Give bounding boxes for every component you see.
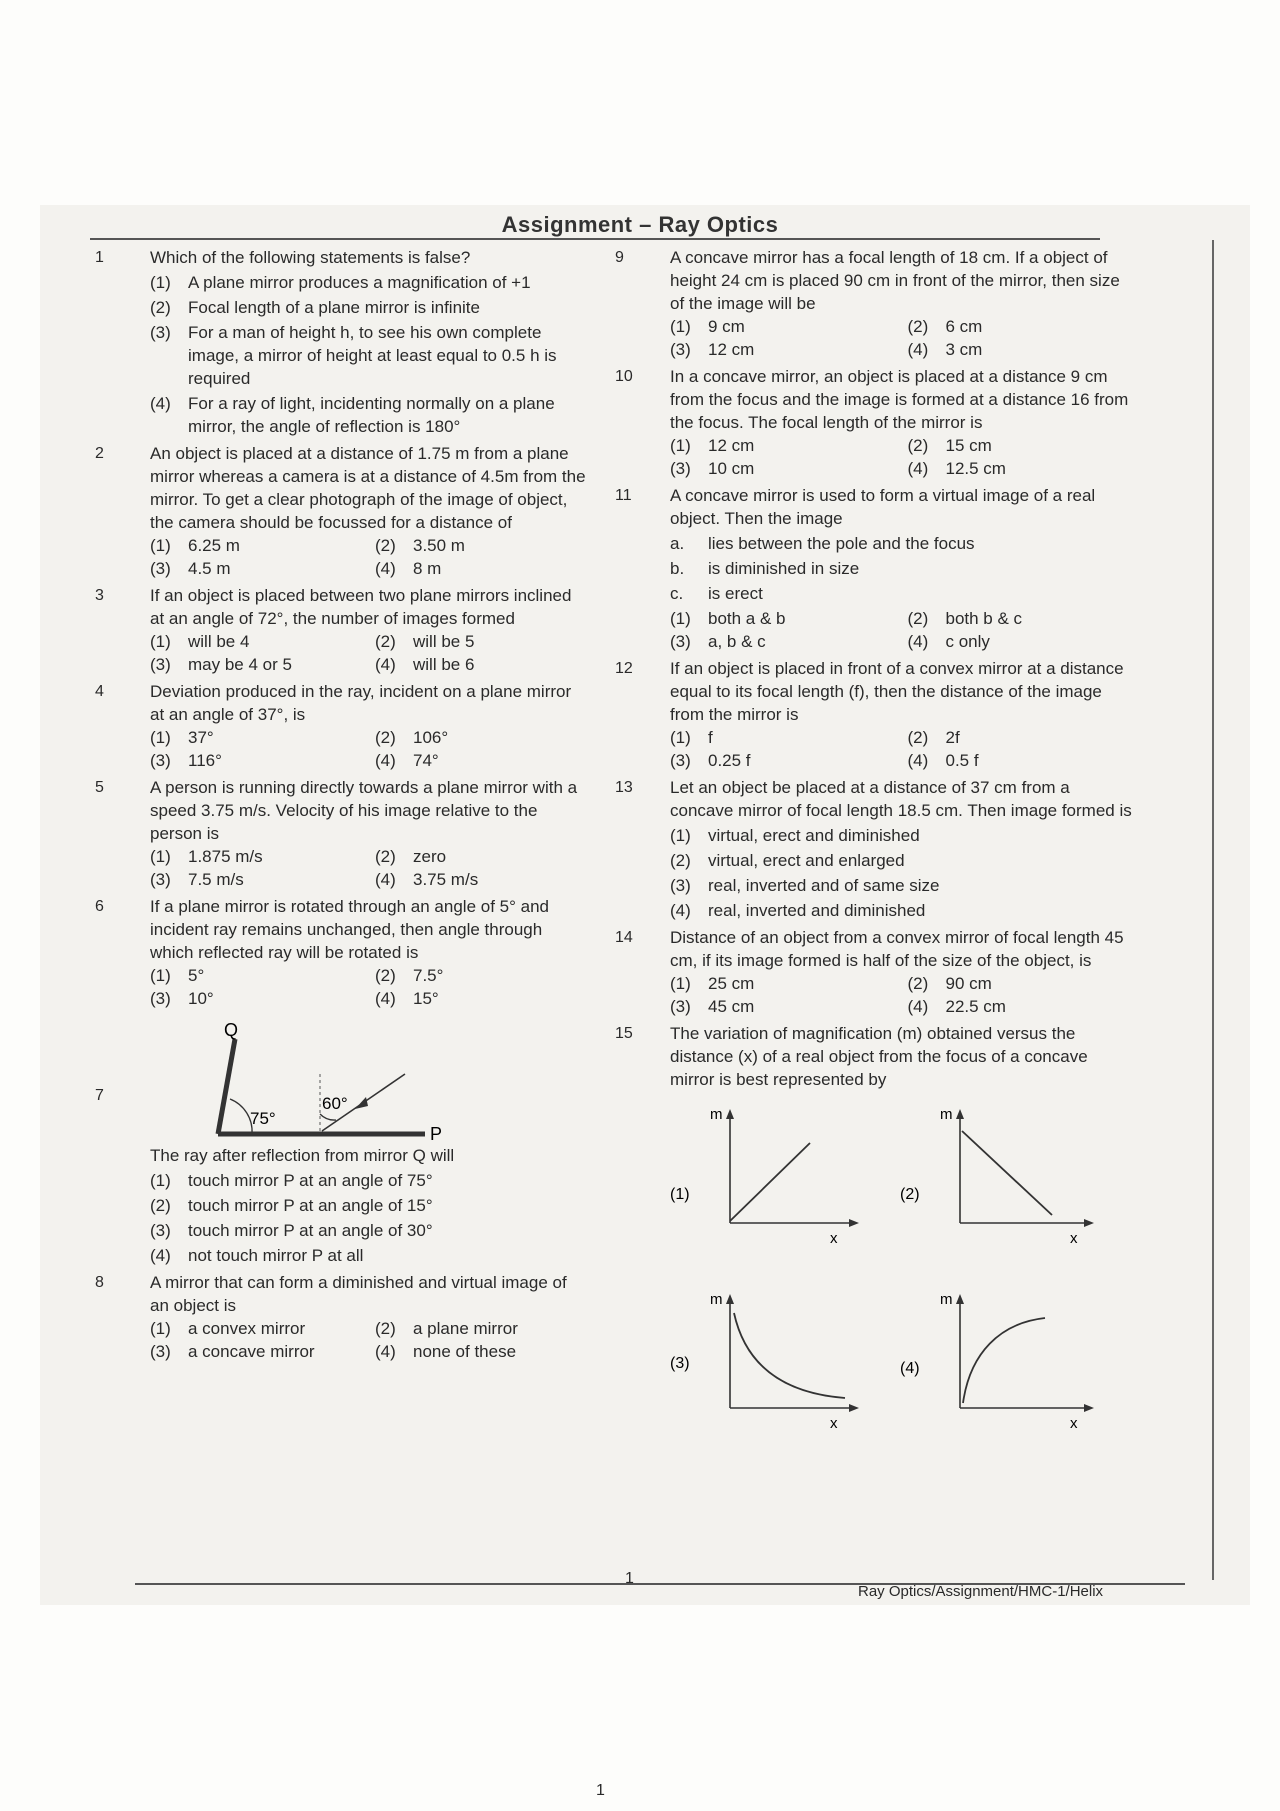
question-text: An object is placed at a distance of 1.75 m from a plane mirror whereas a camera is at a distance of 4.5m from the mirror. To get a clear photograph of the image of object, the camera should be focussed for a distance of [150, 444, 586, 532]
option-4: (4) 3.75 m/s [375, 870, 479, 889]
option-1: (1) 9 cm [670, 317, 745, 336]
option-4: (4) 15° [375, 989, 439, 1008]
svg-text:(2): (2) [900, 1186, 920, 1203]
mirror-q-label: Q [224, 1020, 239, 1040]
option-4: (4) 3 cm [907, 340, 983, 359]
option-4: (4) none of these [375, 1342, 517, 1361]
mirror-p-label: P [430, 1124, 443, 1144]
sub-statement-b: b. is diminished in size [670, 559, 860, 578]
option-1: (1) virtual, erect and diminished [670, 826, 920, 845]
svg-text:m: m [710, 1106, 723, 1123]
question-5 [95, 776, 590, 891]
question-text: A mirror that can form a diminished and virtual image of an object is [150, 1273, 567, 1315]
question-number: 2 [95, 445, 104, 462]
svg-text:m: m [710, 1291, 723, 1308]
option-3: (3) a, b & c [670, 632, 766, 651]
question-text: The ray after reflection from mirror Q will [150, 1146, 455, 1165]
left-column [95, 246, 590, 1363]
question-number: 3 [95, 587, 104, 604]
option-3: (3) 10° [150, 989, 214, 1008]
option-2: (2) a plane mirror [375, 1319, 518, 1338]
footer-reference: Ray Optics/Assignment/HMC-1/Helix [858, 1583, 1104, 1600]
svg-text:m: m [940, 1106, 953, 1123]
question-number: 4 [95, 683, 104, 700]
option-3: (3) 45 cm [670, 997, 755, 1016]
question-8 [95, 1271, 590, 1363]
sheet-number: 1 [625, 1570, 634, 1587]
question-number: 6 [95, 898, 104, 915]
question-number: 10 [615, 368, 633, 385]
question-number: 9 [615, 249, 624, 266]
option-3: (3) touch mirror P at an angle of 30° [150, 1221, 433, 1240]
option-1: (1) both a & b [670, 609, 786, 628]
svg-text:x: x [830, 1230, 838, 1247]
sub-statement-c: c. is erect [670, 584, 763, 603]
option-4: (4) 22.5 cm [907, 997, 1006, 1016]
option-2: (2) virtual, erect and enlarged [670, 851, 905, 870]
option-2: (2) zero [375, 847, 447, 866]
option-2: (2) 106° [375, 728, 449, 747]
option-3: (3) 4.5 m [150, 559, 231, 578]
question-number: 5 [95, 779, 104, 796]
question-1 [95, 246, 590, 438]
magnification-graphs [670, 1103, 1140, 1433]
question-14 [615, 926, 1135, 1018]
question-text: Let an object be placed at a distance of 37 cm from a concave mirror of focal length 18.5 cm. Then image formed is [670, 778, 1132, 820]
question-text: A person is running directly towards a plane mirror with a speed 3.75 m/s. Velocity of his image relative to the person is [150, 778, 578, 843]
svg-text:m: m [940, 1291, 953, 1308]
svg-text:x: x [830, 1415, 838, 1432]
mirror-q-line [218, 1039, 235, 1134]
question-15 [615, 1022, 1135, 1433]
option-2: (2) 6 cm [907, 317, 983, 336]
question-7 [95, 1014, 590, 1267]
option-3: (3) 10 cm [670, 459, 755, 478]
question-number: 1 [95, 249, 104, 266]
option-4: (4) real, inverted and diminished [670, 901, 926, 920]
option-1: (1) A plane mirror produces a magnification of +1 [150, 273, 531, 292]
svg-text:x: x [1070, 1230, 1078, 1247]
option-4: (4) 12.5 cm [907, 459, 1006, 478]
option-4: (4) For a ray of light, incidenting normally on a plane mirror, the angle of reflection is 180° [150, 394, 555, 436]
svg-text:(3): (3) [670, 1355, 690, 1372]
option-3: (3) real, inverted and of same size [670, 876, 940, 895]
graph-1-curve [730, 1143, 810, 1221]
option-1: (1) touch mirror P at an angle of 75° [150, 1171, 433, 1190]
top-rule [90, 238, 1100, 240]
page-number: 1 [596, 1782, 605, 1799]
question-text: Deviation produced in the ray, incident on a plane mirror at an angle of 37°, is [150, 682, 572, 724]
option-4: (4) 8 m [375, 559, 442, 578]
option-3: (3) 7.5 m/s [150, 870, 244, 889]
svg-text:(1): (1) [670, 1186, 690, 1203]
option-1: (1) 12 cm [670, 436, 755, 455]
graph-3-curve [734, 1313, 845, 1398]
question-number: 7 [95, 1087, 104, 1104]
question-11 [615, 484, 1135, 653]
graph-option-2 [900, 1106, 1094, 1247]
option-2: (2) 15 cm [907, 436, 992, 455]
angle-label-75: 75° [250, 1109, 276, 1128]
graph-option-4 [900, 1291, 1094, 1432]
option-1: (1) will be 4 [150, 632, 250, 651]
option-2: (2) 7.5° [375, 966, 444, 985]
right-column [615, 246, 1135, 1433]
question-10 [615, 365, 1135, 480]
question-number: 13 [615, 779, 633, 796]
option-3: (3) a concave mirror [150, 1342, 315, 1361]
option-4: (4) c only [907, 632, 990, 651]
angle-arc-60 [320, 1114, 336, 1120]
option-2: (2) 90 cm [907, 974, 992, 993]
option-1: (1) f [670, 728, 713, 747]
ray-arrow-head [355, 1097, 368, 1109]
sub-statement-a: a. lies between the pole and the focus [670, 534, 975, 553]
question-6 [95, 895, 590, 1010]
option-3: (3) 12 cm [670, 340, 755, 359]
question-number: 11 [615, 487, 632, 504]
question-text: Distance of an object from a convex mirror of focal length 45 cm, if its image formed is half of the size of the object, is [670, 928, 1124, 970]
svg-text:x: x [1070, 1415, 1078, 1432]
question-text: If a plane mirror is rotated through an angle of 5° and incident ray remains unchanged, then angle through which reflected ray will be rotated is [150, 897, 549, 962]
option-3: (3) For a man of height h, to see his own complete image, a mirror of height at least equal to 0.5 h is required [150, 323, 557, 388]
question-number: 15 [615, 1025, 633, 1042]
option-2: (2) touch mirror P at an angle of 15° [150, 1196, 433, 1215]
question-3 [95, 584, 590, 676]
right-margin-rule [1212, 240, 1214, 1580]
question-12 [615, 657, 1135, 772]
question-text: If an object is placed in front of a convex mirror at a distance equal to its focal length (f), then the distance of the image from the mirror is [670, 659, 1124, 724]
question-text: Which of the following statements is false? [150, 248, 471, 267]
option-2: (2) 2f [907, 728, 960, 747]
angle-arc-75 [230, 1099, 252, 1134]
question-number: 12 [615, 660, 633, 677]
question-9 [615, 246, 1135, 361]
option-2: (2) Focal length of a plane mirror is infinite [150, 298, 480, 317]
page-title: Assignment – Ray Optics [501, 212, 779, 237]
svg-text:(4): (4) [900, 1360, 920, 1377]
graph-option-1 [670, 1106, 859, 1247]
question-number: 8 [95, 1274, 104, 1291]
question-number: 14 [615, 929, 633, 946]
option-2: (2) will be 5 [375, 632, 475, 651]
option-1: (1) 1.875 m/s [150, 847, 263, 866]
question-4 [95, 680, 590, 772]
angle-label-60: 60° [322, 1094, 348, 1113]
option-2: (2) both b & c [907, 609, 1023, 628]
option-1: (1) 37° [150, 728, 214, 747]
graph-2-curve [962, 1131, 1052, 1215]
graph-option-3 [670, 1291, 859, 1432]
question-2 [95, 442, 590, 580]
option-4: (4) not touch mirror P at all [150, 1246, 364, 1265]
option-4: (4) 74° [375, 751, 439, 770]
question-text: In a concave mirror, an object is placed at a distance 9 cm from the focus and the image is formed at a distance 16 from the focus. The focal length of the mirror is [670, 367, 1129, 432]
option-1: (1) 5° [150, 966, 205, 985]
option-3: (3) 0.25 f [670, 751, 751, 770]
option-1: (1) 25 cm [670, 974, 755, 993]
graph-4-curve [963, 1318, 1045, 1403]
option-2: (2) 3.50 m [375, 536, 465, 555]
question-13 [615, 776, 1135, 922]
option-3: (3) 116° [150, 751, 222, 770]
question-text: A concave mirror has a focal length of 18 cm. If a object of height 24 cm is placed 90 cm in front of the mirror, then size of the image will be [670, 248, 1120, 313]
option-1: (1) a convex mirror [150, 1319, 306, 1338]
question-text: A concave mirror is used to form a virtual image of a real object. Then the image [670, 486, 1096, 528]
option-4: (4) 0.5 f [907, 751, 979, 770]
question-text: The variation of magnification (m) obtained versus the distance (x) of a real object from the focus of a concave mirror is best represented by [670, 1024, 1088, 1089]
mirror-diagram [190, 1014, 490, 1144]
question-text: If an object is placed between two plane mirrors inclined at an angle of 72°, the number of images formed [150, 586, 572, 628]
option-1: (1) 6.25 m [150, 536, 240, 555]
option-3: (3) may be 4 or 5 [150, 655, 292, 674]
option-4: (4) will be 6 [375, 655, 475, 674]
